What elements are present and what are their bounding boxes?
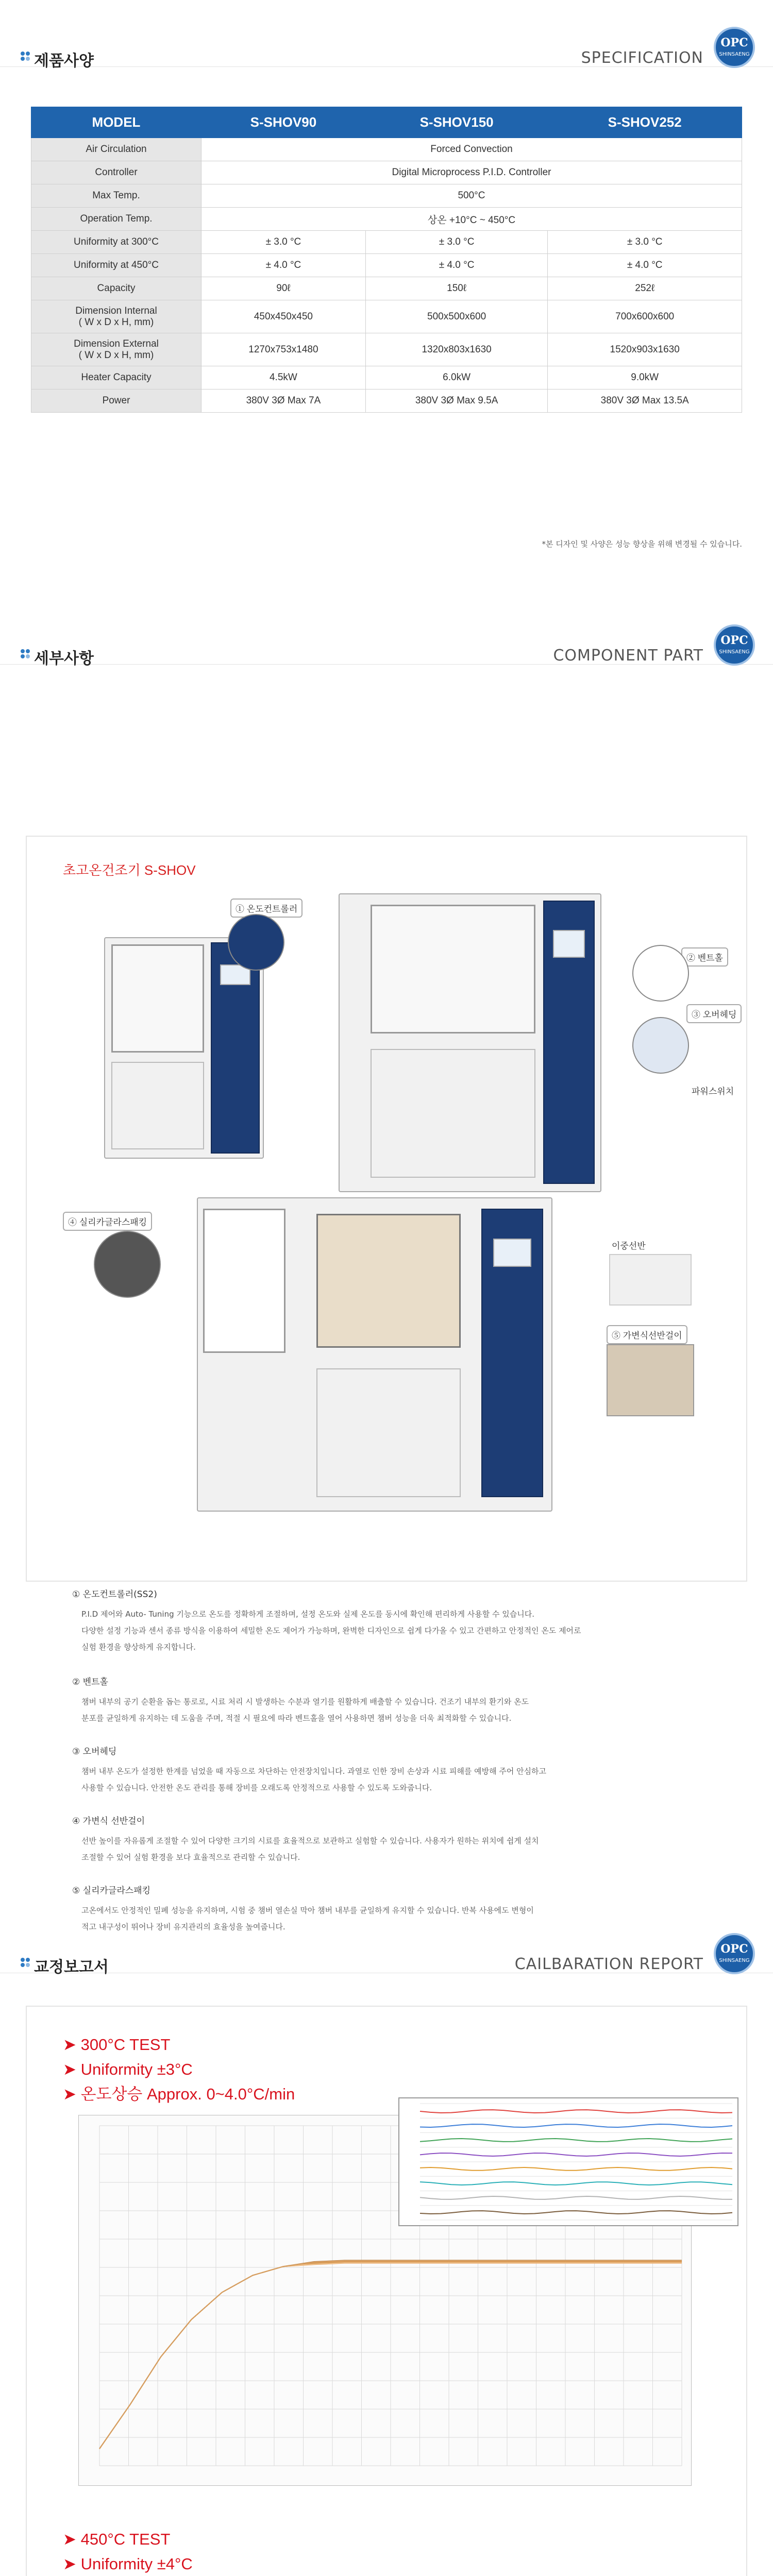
spec-section bbox=[0, 0, 773, 567]
zoom-series-line bbox=[420, 2110, 732, 2113]
cell: ± 3.0 °C bbox=[548, 231, 742, 254]
shelf-image bbox=[609, 1254, 692, 1306]
controller-zoom-image bbox=[228, 914, 284, 971]
cell: ± 3.0 °C bbox=[365, 231, 548, 254]
row-label: Capacity bbox=[31, 277, 201, 300]
zoom-series-line bbox=[420, 2182, 732, 2185]
table-row bbox=[31, 208, 742, 231]
row-label: Power bbox=[31, 389, 201, 413]
legend-line: ➤ 온도상승 Approx. 0~4.0°C/min bbox=[63, 2085, 295, 2103]
brand-logo: OPC SHINSAENG bbox=[714, 1933, 755, 1974]
cell: ± 4.0 °C bbox=[548, 254, 742, 277]
cell: 500°C bbox=[201, 184, 742, 208]
row-label: Max Temp. bbox=[31, 184, 201, 208]
table-row bbox=[31, 254, 742, 277]
component-title: 초고온건조기 S-SHOV bbox=[63, 862, 196, 878]
desc-item: ③ 오버헤딩 챔버 내부 온도가 설정한 한계를 넘었을 때 자동으로 차단하는 안전장치입니다. 과열로 인한 장비 손상과 시료 피해를 예방해 주어 안심하고 사용할 수 있습니다. 안전한 온도 관리를 통해 장비를 오래도록 안정적으로 사용할 수 있도록 도와줍니다. bbox=[72, 1747, 547, 1792]
cell: ± 4.0 °C bbox=[365, 254, 548, 277]
report-header-wrap bbox=[0, 1906, 773, 1976]
brand-logo: OPC SHINSAENG bbox=[714, 624, 755, 666]
callout-vent: ② 벤트홀 bbox=[681, 947, 728, 967]
callout-packing: ④ 실리카글라스패킹 bbox=[63, 1212, 152, 1231]
legend-line: ➤ 300°C TEST bbox=[63, 2036, 171, 2054]
row-label: Uniformity at 300°C bbox=[31, 231, 201, 254]
cell: 9.0kW bbox=[548, 366, 742, 389]
callout-overheat: ③ 오버헤딩 bbox=[686, 1004, 742, 1023]
callout-shelf-hanger: ⑤ 가변식선반걸이 bbox=[607, 1325, 687, 1344]
section-title-ko: 세부사항 bbox=[34, 650, 94, 668]
spec-note: *본 디자인 및 사양은 성능 향상을 위해 변경될 수 있습니다. bbox=[542, 539, 742, 549]
row-label: Operation Temp. bbox=[31, 208, 201, 231]
spec-col-header: S-SHOV150 bbox=[365, 107, 548, 138]
table-row bbox=[31, 300, 742, 333]
zoom-series-line bbox=[420, 2139, 732, 2142]
callout-power: 파워스위치 bbox=[692, 1087, 734, 1096]
chart-300c bbox=[78, 2115, 692, 2486]
table-row bbox=[31, 277, 742, 300]
spec-table bbox=[31, 107, 742, 413]
table-row bbox=[31, 333, 742, 366]
desc-item: ⑤ 실리카글라스패킹 고온에서도 안정적인 밀폐 성능을 유지하며, 시험 중 챔버 열손실 막아 챔버 내부를 균일하게 유지할 수 있습니다. 반복 사용에도 변형이 적고 내구성이 뛰어나 장비 유지관리의 효율성을 높여줍니다. bbox=[72, 1886, 534, 1931]
desc-item: ② 벤트홀 챔버 내부의 공기 순환을 돕는 통로로, 시료 처리 시 발생하는 수분과 열기를 원활하게 배출할 수 있습니다. 건조기 내부의 환기와 온도 분포를 균일하게 유지하는 데 도움을 주며, 적절 시 필요에 따라 벤트홀을 열어 사용하면 챔버 성능을 더욱 최적화할 수 있습니다. bbox=[72, 1677, 529, 1723]
shelf-hanger-image bbox=[607, 1344, 694, 1416]
component-header bbox=[0, 598, 773, 668]
cell: Forced Convection bbox=[201, 138, 742, 161]
cell: 4.5kW bbox=[201, 366, 366, 389]
bullet-icon bbox=[21, 1958, 30, 1967]
row-label: Dimension External ( W x D x H, mm) bbox=[31, 333, 201, 366]
legend-line: ➤ Uniformity ±4°C bbox=[63, 2555, 193, 2573]
cell: 상온 +10°C ~ 450°C bbox=[201, 208, 742, 231]
section-title-en: COMPONENT PART bbox=[553, 647, 703, 665]
row-label: Dimension Internal ( W x D x H, mm) bbox=[31, 300, 201, 333]
cell: 500x500x600 bbox=[365, 300, 548, 333]
zoom-series-line bbox=[420, 2153, 732, 2156]
legend-line: ➤ 450°C TEST bbox=[63, 2530, 171, 2548]
table-row bbox=[31, 138, 742, 161]
chart-300c-zoom bbox=[398, 2097, 738, 2226]
cell: 252ℓ bbox=[548, 277, 742, 300]
zoom-series-line bbox=[420, 2167, 732, 2171]
spec-header bbox=[0, 0, 773, 70]
report-header bbox=[0, 1906, 773, 1976]
report-panel bbox=[26, 2006, 747, 2576]
zoom-series-line bbox=[420, 2211, 732, 2214]
vent-zoom-image bbox=[632, 945, 689, 1002]
bullet-icon bbox=[21, 649, 30, 658]
cell: ± 3.0 °C bbox=[201, 231, 366, 254]
callout-shelf: 이중선반 bbox=[612, 1241, 646, 1251]
cell: 380V 3Ø Max 7A bbox=[201, 389, 366, 413]
cell: 1320x803x1630 bbox=[365, 333, 548, 366]
table-row bbox=[31, 231, 742, 254]
row-label: Controller bbox=[31, 161, 201, 184]
chart2-legend bbox=[63, 2527, 295, 2576]
row-label: Air Circulation bbox=[31, 138, 201, 161]
spec-header-row bbox=[31, 107, 742, 138]
cell: 700x600x600 bbox=[548, 300, 742, 333]
component-panel bbox=[26, 836, 747, 1582]
spec-col-header: MODEL bbox=[31, 107, 201, 138]
cell: 150ℓ bbox=[365, 277, 548, 300]
table-row bbox=[31, 366, 742, 389]
cell: ± 4.0 °C bbox=[201, 254, 366, 277]
spec-col-header: S-SHOV252 bbox=[548, 107, 742, 138]
cell: 380V 3Ø Max 13.5A bbox=[548, 389, 742, 413]
row-label: Uniformity at 450°C bbox=[31, 254, 201, 277]
zoom-series-line bbox=[420, 2196, 732, 2199]
bullet-icon bbox=[21, 52, 30, 61]
section-title-ko: 제품사양 bbox=[34, 52, 94, 70]
cell: 1270x753x1480 bbox=[201, 333, 366, 366]
row-label: Heater Capacity bbox=[31, 366, 201, 389]
desc-item: ① 온도컨트롤러(SS2) P.I.D 제어와 Auto- Tuning 기능으로 온도를 정확하게 조절하며, 설정 온도와 실제 온도를 동시에 확인해 편리하게 사용할 수 있습니다. 다양한 설정 기능과 센서 종류 방식을 이용하여 세밀한 온도 제어가 가능하며, 완벽한 디자인으로 쉽게 다가올 수 있고 간편하고 안정적인 온도 제어로 실험 환경을 향상하게 유지합니다. bbox=[72, 1589, 581, 1652]
table-row bbox=[31, 184, 742, 208]
zoom-svg bbox=[399, 2098, 737, 2225]
table-row bbox=[31, 389, 742, 413]
desc-item: ④ 가변식 선반걸이 선반 높이를 자유롭게 조절할 수 있어 다양한 크기의 시료를 효율적으로 보관하고 실험할 수 있습니다. 사용자가 원하는 위치에 쉽게 설치 조절할 수 있어 실험 환경을 보다 효율적으로 관리할 수 있습니다. bbox=[72, 1816, 539, 1862]
brand-logo: OPC SHINSAENG bbox=[714, 27, 755, 68]
oven-small-image bbox=[104, 937, 264, 1159]
cell: 1520x903x1630 bbox=[548, 333, 742, 366]
oven-large-image bbox=[339, 893, 601, 1192]
table-row bbox=[31, 161, 742, 184]
cell: 90ℓ bbox=[201, 277, 366, 300]
cell: Digital Microprocess P.I.D. Controller bbox=[201, 161, 742, 184]
section-title-en: CAILBARATION REPORT bbox=[514, 1955, 703, 1973]
chart1-legend bbox=[63, 2032, 295, 2107]
section-title-ko: 교정보고서 bbox=[34, 1958, 109, 1976]
component-header-wrap bbox=[0, 598, 773, 668]
cell: 450x450x450 bbox=[201, 300, 366, 333]
spec-col-header: S-SHOV90 bbox=[201, 107, 366, 138]
packing-zoom-image bbox=[94, 1231, 161, 1298]
oven-open-image bbox=[197, 1197, 552, 1512]
cell: 380V 3Ø Max 9.5A bbox=[365, 389, 548, 413]
callout-controller: ① 온도컨트롤러 bbox=[230, 899, 303, 918]
overheat-zoom-image bbox=[632, 1017, 689, 1074]
section-title-en: SPECIFICATION bbox=[581, 49, 703, 67]
cell: 6.0kW bbox=[365, 366, 548, 389]
legend-line: ➤ Uniformity ±3°C bbox=[63, 2060, 193, 2078]
zoom-series-line bbox=[420, 2124, 732, 2127]
